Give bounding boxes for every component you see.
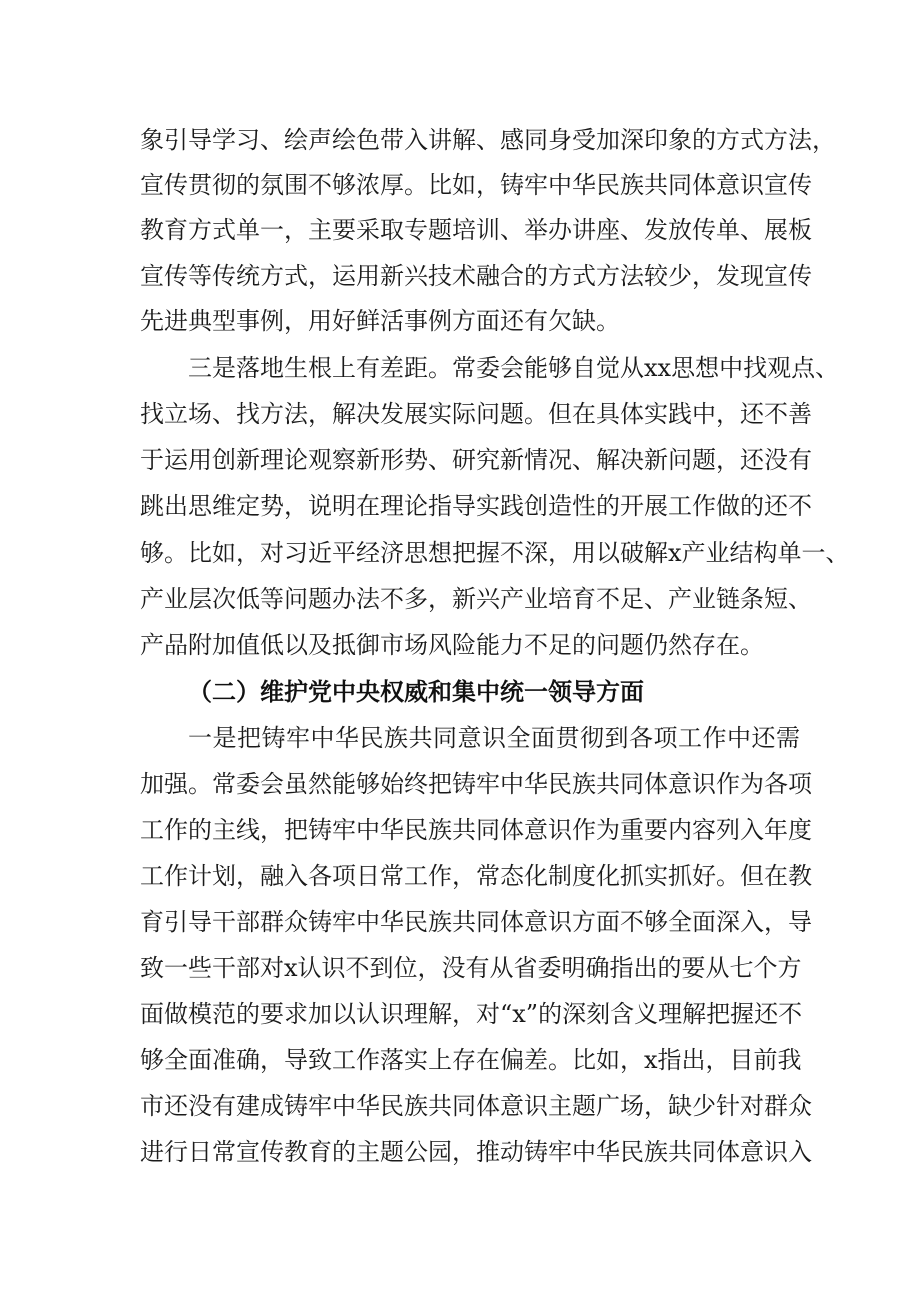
p3-line-7: 面做模范的要求加以认识理解，对“x”的深刻含义理解把握还不	[140, 1000, 803, 1028]
p1-line-5: 先进典型事例，用好鲜活事例方面还有欠缺。	[140, 307, 620, 335]
p2-line-1: 三是落地生根上有差距。常委会能够自觉从xx思想中找观点、	[188, 354, 840, 382]
p2-line-4: 跳出思维定势，说明在理论指导实践创造性的开展工作做的还不	[140, 492, 812, 520]
p3-line-2: 加强。常委会虽然能够始终把铸牢中华民族共同体意识作为各项	[140, 770, 812, 798]
p1-line-4: 宣传等传统方式，运用新兴技术融合的方式方法较少，发现宣传	[140, 262, 812, 290]
p3-line-10: 进行日常宣传教育的主题公园，推动铸牢中华民族共同体意识入	[140, 1138, 812, 1166]
p2-line-6: 产业层次低等问题办法不多，新兴产业培育不足、产业链条短、	[140, 585, 812, 613]
p3-line-1: 一是把铸牢中华民族共同意识全面贯彻到各项工作中还需	[188, 724, 800, 752]
p3-line-4: 工作计划，融入各项日常工作，常态化制度化抓实抓好。但在教	[140, 862, 812, 890]
p1-line-1: 象引导学习、绘声绘色带入讲解、感同身受加深印象的方式方法，	[140, 126, 836, 154]
p3-line-8: 够全面准确，导致工作落实上存在偏差。比如，x指出，目前我	[140, 1046, 802, 1074]
p2-line-3: 于运用创新理论观察新形势、研究新情况、解决新问题，还没有	[140, 446, 812, 474]
p2-line-5: 够。比如，对习近平经济思想把握不深，用以破解x产业结构单一、	[140, 539, 850, 567]
p1-line-2: 宣传贯彻的氛围不够浓厚。比如，铸牢中华民族共同体意识宣传	[140, 171, 812, 199]
p3-line-9: 市还没有建成铸牢中华民族共同体意识主题广场，缺少针对群众	[140, 1092, 812, 1120]
p2-line-2: 找立场、找方法，解决发展实际问题。但在具体实践中，还不善	[140, 400, 812, 428]
p3-line-6: 致一些干部对x认识不到位，没有从省委明确指出的要从七个方	[140, 954, 802, 982]
section-heading: （二）维护党中央权威和集中统一领导方面	[188, 678, 644, 706]
p2-line-7: 产品附加值低以及抵御市场风险能力不足的问题仍然存在。	[140, 631, 764, 659]
p3-line-3: 工作的主线，把铸牢中华民族共同体意识作为重要内容列入年度	[140, 816, 812, 844]
p1-line-3: 教育方式单一，主要采取专题培训、举办讲座、发放传单、展板	[140, 216, 812, 244]
p3-line-5: 育引导干部群众铸牢中华民族共同体意识方面不够全面深入，导	[140, 908, 812, 936]
